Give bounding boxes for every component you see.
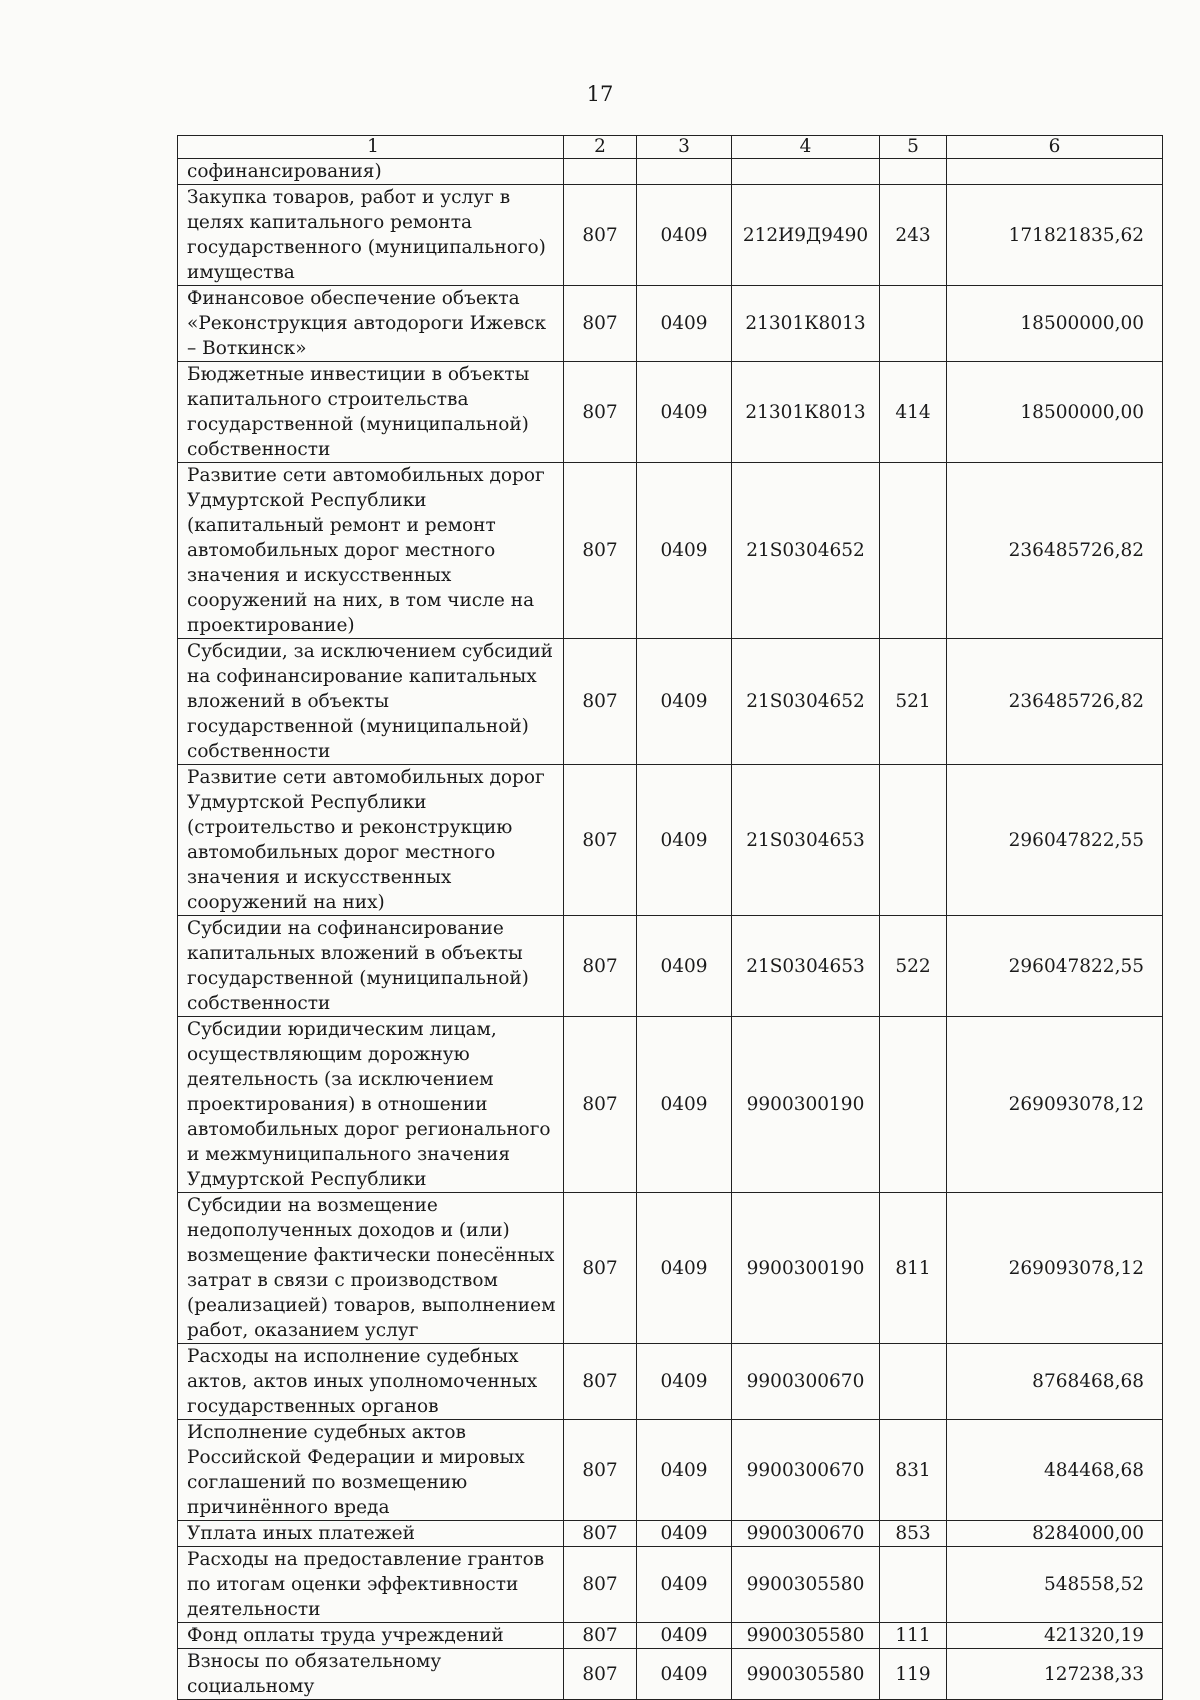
row-code-cell: 807: [564, 185, 637, 286]
row-amount-cell: 269093078,12: [947, 1017, 1163, 1193]
row-section-cell: 0409: [637, 1017, 732, 1193]
row-name-cell: Субсидии на софинансирование капитальных вложений в объекты государственной (муниципальной) собственности: [178, 916, 564, 1017]
row-code-cell: 807: [564, 286, 637, 362]
row-name-cell: Финансовое обеспечение объекта «Реконструкция автодороги Ижевск – Воткинск»: [178, 286, 564, 362]
row-section-cell: 0409: [637, 1193, 732, 1344]
row-type-cell: 111: [880, 1623, 947, 1649]
table-row: [178, 639, 1163, 765]
row-target-cell: 9900305580: [732, 1649, 880, 1700]
row-name-cell: софинансирования): [178, 159, 564, 185]
row-type-cell: 414: [880, 362, 947, 463]
row-type-cell: [880, 1344, 947, 1420]
row-target-cell: 9900305580: [732, 1623, 880, 1649]
row-amount-cell: 8284000,00: [947, 1521, 1163, 1547]
row-target-cell: 21301К8013: [732, 362, 880, 463]
row-target-cell: 21S0304652: [732, 639, 880, 765]
row-type-cell: [880, 463, 947, 639]
row-target-cell: 21S0304652: [732, 463, 880, 639]
table-row: [178, 463, 1163, 639]
header-cell-5: 5: [880, 136, 947, 159]
table-row: [178, 1193, 1163, 1344]
row-name-cell: Взносы по обязательному социальному: [178, 1649, 564, 1700]
row-section-cell: [637, 159, 732, 185]
row-name-cell: Бюджетные инвестиции в объекты капитального строительства государственной (муниципальной) собственности: [178, 362, 564, 463]
row-amount-cell: 296047822,55: [947, 765, 1163, 916]
row-code-cell: 807: [564, 463, 637, 639]
header-cell-6: 6: [947, 136, 1163, 159]
row-name-cell: Развитие сети автомобильных дорог Удмуртской Республики (строительство и реконструкцию автомобильных дорог местного значения и искусственных сооружений на них): [178, 765, 564, 916]
row-type-cell: [880, 286, 947, 362]
header-cell-2: 2: [564, 136, 637, 159]
row-type-cell: 522: [880, 916, 947, 1017]
row-name-cell: Развитие сети автомобильных дорог Удмуртской Республики (капитальный ремонт и ремонт автомобильных дорог местного значения и искусственных сооружений на них, в том числе на проектирование): [178, 463, 564, 639]
row-code-cell: 807: [564, 1420, 637, 1521]
row-target-cell: 9900300670: [732, 1420, 880, 1521]
row-type-cell: 119: [880, 1649, 947, 1700]
row-name-cell: Исполнение судебных актов Российской Федерации и мировых соглашений по возмещению причинённого вреда: [178, 1420, 564, 1521]
row-code-cell: 807: [564, 1521, 637, 1547]
row-section-cell: 0409: [637, 916, 732, 1017]
row-amount-cell: 484468,68: [947, 1420, 1163, 1521]
row-amount-cell: 18500000,00: [947, 286, 1163, 362]
row-code-cell: 807: [564, 1017, 637, 1193]
row-code-cell: 807: [564, 765, 637, 916]
row-amount-cell: 548558,52: [947, 1547, 1163, 1623]
row-target-cell: 212И9Д9490: [732, 185, 880, 286]
row-section-cell: 0409: [637, 1420, 732, 1521]
row-type-cell: 243: [880, 185, 947, 286]
row-code-cell: 807: [564, 1649, 637, 1700]
row-target-cell: 21301К8013: [732, 286, 880, 362]
table-row: [178, 185, 1163, 286]
row-section-cell: 0409: [637, 1521, 732, 1547]
row-name-cell: Субсидии юридическим лицам, осуществляющим дорожную деятельность (за исключением проектирования) в отношении автомобильных дорог регионального и межмуниципального значения Удмуртской Республики: [178, 1017, 564, 1193]
table-row: [178, 1420, 1163, 1521]
row-type-cell: [880, 159, 947, 185]
row-name-cell: Расходы на предоставление грантов по итогам оценки эффективности деятельности: [178, 1547, 564, 1623]
row-name-cell: Закупка товаров, работ и услуг в целях капитального ремонта государственного (муниципального) имущества: [178, 185, 564, 286]
header-row: [178, 136, 1163, 159]
row-amount-cell: 296047822,55: [947, 916, 1163, 1017]
row-type-cell: 853: [880, 1521, 947, 1547]
row-target-cell: 21S0304653: [732, 916, 880, 1017]
row-name-cell: Фонд оплаты труда учреждений: [178, 1623, 564, 1649]
table-row: [178, 765, 1163, 916]
row-amount-cell: 8768468,68: [947, 1344, 1163, 1420]
table-row: [178, 362, 1163, 463]
table-row: [178, 1017, 1163, 1193]
row-section-cell: 0409: [637, 1623, 732, 1649]
budget-table: [177, 135, 1163, 1700]
row-name-cell: Субсидии, за исключением субсидий на софинансирование капитальных вложений в объекты государственной (муниципальной) собственности: [178, 639, 564, 765]
row-amount-cell: 127238,33: [947, 1649, 1163, 1700]
row-type-cell: 831: [880, 1420, 947, 1521]
row-name-cell: Субсидии на возмещение недополученных доходов и (или) возмещение фактически понесённых затрат в связи с производством (реализацией) товаров, выполнением работ, оказанием услуг: [178, 1193, 564, 1344]
row-section-cell: 0409: [637, 286, 732, 362]
row-type-cell: [880, 1547, 947, 1623]
row-amount-cell: 18500000,00: [947, 362, 1163, 463]
row-name-cell: Уплата иных платежей: [178, 1521, 564, 1547]
row-section-cell: 0409: [637, 362, 732, 463]
row-code-cell: [564, 159, 637, 185]
row-amount-cell: 236485726,82: [947, 463, 1163, 639]
table-row: [178, 286, 1163, 362]
row-target-cell: 9900305580: [732, 1547, 880, 1623]
row-amount-cell: 236485726,82: [947, 639, 1163, 765]
row-target-cell: 21S0304653: [732, 765, 880, 916]
row-type-cell: [880, 1017, 947, 1193]
row-code-cell: 807: [564, 362, 637, 463]
row-type-cell: 811: [880, 1193, 947, 1344]
row-type-cell: 521: [880, 639, 947, 765]
row-amount-cell: [947, 159, 1163, 185]
row-type-cell: [880, 765, 947, 916]
table-row: [178, 916, 1163, 1017]
row-target-cell: 9900300670: [732, 1344, 880, 1420]
table-row: [178, 1649, 1163, 1700]
row-section-cell: 0409: [637, 765, 732, 916]
row-amount-cell: 171821835,62: [947, 185, 1163, 286]
row-amount-cell: 269093078,12: [947, 1193, 1163, 1344]
table-row: [178, 1547, 1163, 1623]
row-section-cell: 0409: [637, 1344, 732, 1420]
row-code-cell: 807: [564, 1193, 637, 1344]
table-row: [178, 1344, 1163, 1420]
row-code-cell: 807: [564, 639, 637, 765]
row-target-cell: 9900300190: [732, 1193, 880, 1344]
header-cell-1: 1: [178, 136, 564, 159]
row-target-cell: 9900300670: [732, 1521, 880, 1547]
row-section-cell: 0409: [637, 639, 732, 765]
row-code-cell: 807: [564, 1547, 637, 1623]
table-row: [178, 159, 1163, 185]
budget-table-body: [178, 136, 1163, 1700]
row-target-cell: 9900300190: [732, 1017, 880, 1193]
page-number: 17: [586, 82, 614, 106]
row-section-cell: 0409: [637, 1649, 732, 1700]
row-code-cell: 807: [564, 916, 637, 1017]
row-code-cell: 807: [564, 1344, 637, 1420]
row-target-cell: [732, 159, 880, 185]
row-section-cell: 0409: [637, 463, 732, 639]
header-cell-3: 3: [637, 136, 732, 159]
table-row: [178, 1623, 1163, 1649]
table-row: [178, 1521, 1163, 1547]
row-code-cell: 807: [564, 1623, 637, 1649]
row-section-cell: 0409: [637, 185, 732, 286]
row-amount-cell: 421320,19: [947, 1623, 1163, 1649]
header-cell-4: 4: [732, 136, 880, 159]
row-name-cell: Расходы на исполнение судебных актов, актов иных уполномоченных государственных органов: [178, 1344, 564, 1420]
row-section-cell: 0409: [637, 1547, 732, 1623]
